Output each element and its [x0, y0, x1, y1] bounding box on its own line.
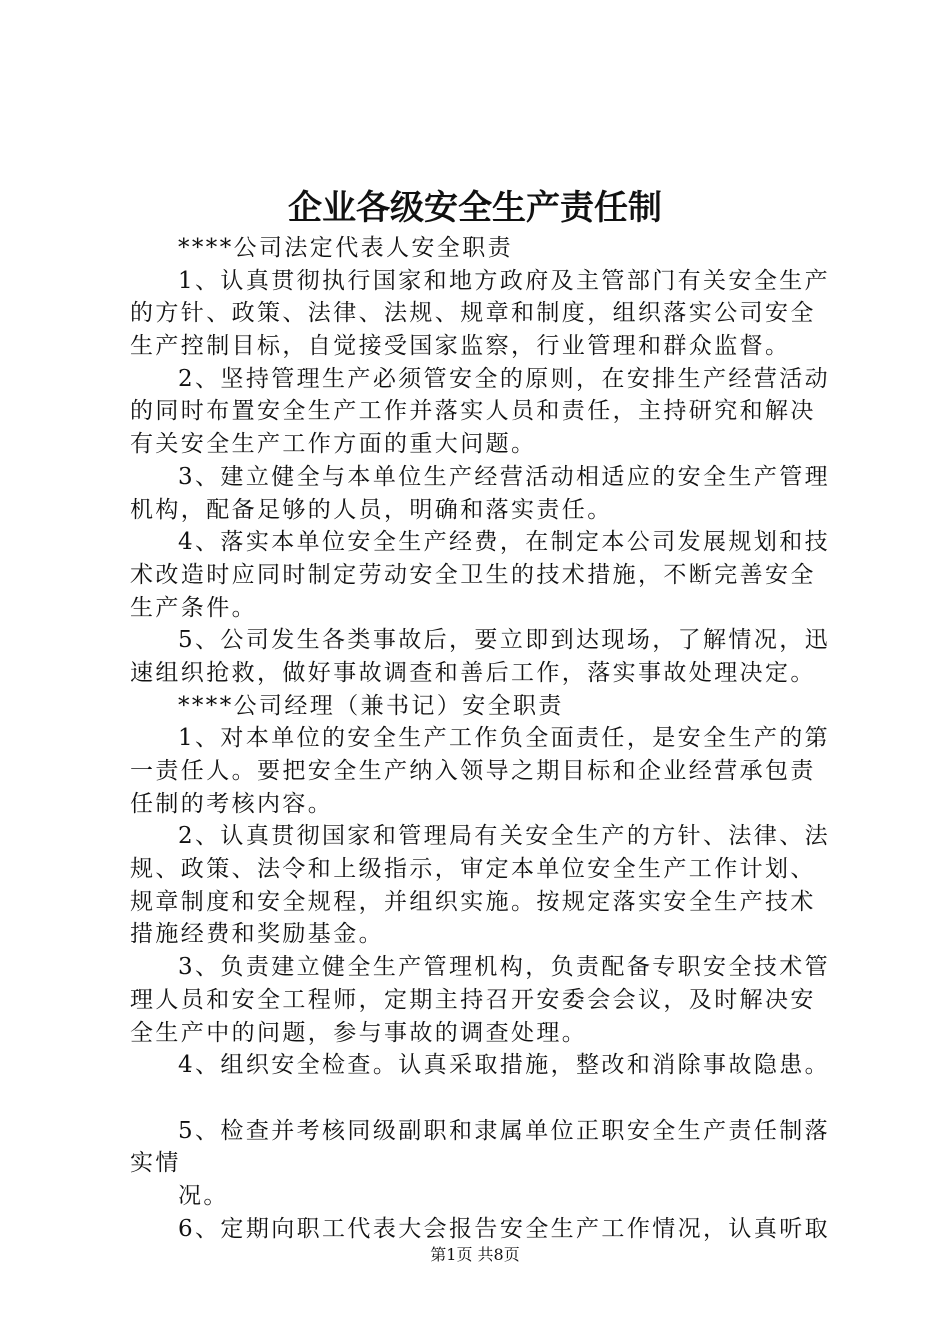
text-line: 3、建立健全与本单位生产经营活动相适应的安全生产管理 — [178, 463, 831, 490]
text-line: 6、定期向职工代表大会报告安全生产工作情况，认真听取 — [178, 1215, 831, 1242]
text-line: 5、检查并考核同级副职和隶属单位正职安全生产责任制落 — [178, 1117, 831, 1144]
text-line: 4、落实本单位安全生产经费，在制定本公司发展规划和技 — [178, 529, 831, 556]
text-line: 的方针、政策、法律、法规、规章和制度，组织落实公司安全 — [130, 300, 816, 327]
text-line: 实情 — [130, 1150, 181, 1177]
text-line: 速组织抢救，做好事故调查和善后工作，落实事故处理决定。 — [130, 659, 816, 686]
text-line: ****公司经理（兼书记）安全职责 — [178, 692, 564, 719]
text-line: 5、公司发生各类事故后，要立即到达现场，了解情况，迅 — [178, 627, 831, 654]
text-line: 术改造时应同时制定劳动安全卫生的技术措施，不断完善安全 — [130, 561, 816, 588]
text-line: 1、认真贯彻执行国家和地方政府及主管部门有关安全生产 — [178, 267, 831, 294]
text-line: 任制的考核内容。 — [130, 790, 334, 817]
text-line: ****公司法定代表人安全职责 — [178, 235, 513, 261]
text-line: 2、认真贯彻国家和管理局有关安全生产的方针、法律、法 — [178, 823, 831, 850]
text-line: 生产控制目标，自觉接受国家监察，行业管理和群众监督。 — [130, 333, 791, 360]
document-title: 企业各级安全生产责任制 — [288, 188, 662, 228]
text-line: 1、对本单位的安全生产工作负全面责任，是安全生产的第 — [178, 725, 831, 752]
text-line: 4、组织安全检查。认真采取措施，整改和消除事故隐患。 — [178, 1052, 831, 1079]
text-line: 况。 — [178, 1182, 229, 1209]
text-line: 一责任人。要把安全生产纳入领导之期目标和企业经营承包责 — [130, 758, 816, 784]
document-body — [130, 232, 830, 1245]
text-line: 全生产中的问题，参与事故的调查处理。 — [130, 1019, 588, 1046]
text-line: 规、政策、法令和上级指示，审定本单位安全生产工作计划、 — [130, 856, 816, 883]
text-line: 3、负责建立健全生产管理机构，负责配备专职安全技术管 — [178, 954, 831, 981]
text-line: 有关安全生产工作方面的重大问题。 — [130, 431, 537, 458]
text-line: 的同时布置安全生产工作并落实人员和责任，主持研究和解决 — [130, 398, 816, 425]
page-footer: 第1页 共8页 — [430, 1245, 520, 1264]
text-line: 规章制度和安全规程，并组织实施。按规定落实安全生产技术 — [130, 888, 816, 915]
text-line: 措施经费和奖励基金。 — [130, 921, 384, 948]
text-line: 2、坚持管理生产必须管安全的原则，在安排生产经营活动 — [178, 365, 831, 392]
text-line: 机构，配备足够的人员，明确和落实责任。 — [130, 496, 613, 523]
blank-line — [130, 1082, 830, 1115]
text-line: 生产条件。 — [130, 594, 257, 621]
text-line: 理人员和安全工程师，定期主持召开安委会会议，及时解决安 — [130, 986, 816, 1013]
